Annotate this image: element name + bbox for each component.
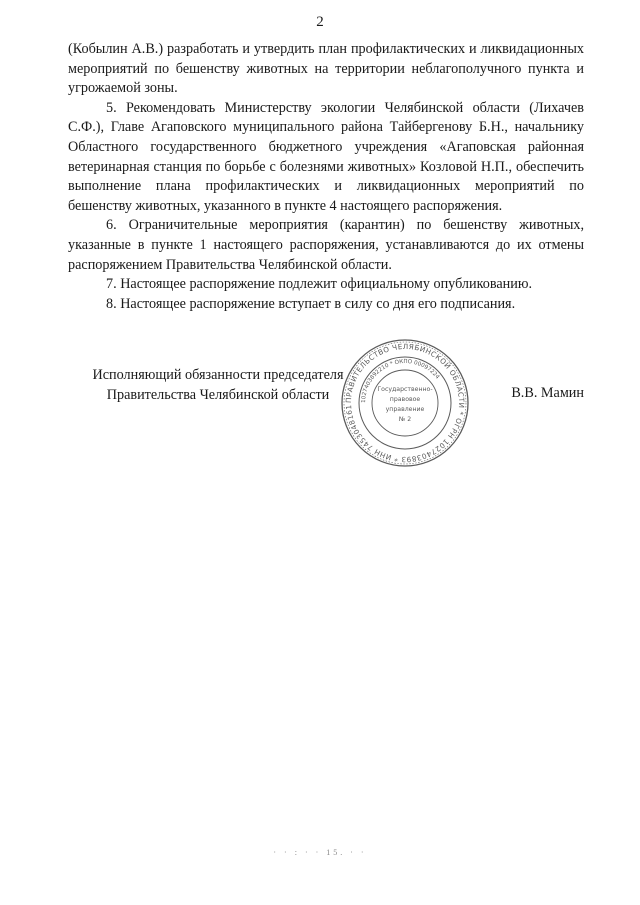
signature-block xyxy=(68,366,584,436)
seal-inner-circle xyxy=(372,370,438,436)
seal-outer-text: ПРАВИТЕЛЬСТВО ЧЕЛЯБИНСКОЙ ОБЛАСТИ * ОГРН 1027403893 * ИНН 7453048161 xyxy=(343,341,467,465)
scan-footer-marks: · · : · · 15. · · xyxy=(273,848,367,857)
signatory-position xyxy=(68,366,368,405)
paragraph-8: 8. Настоящее распоряжение вступает в силу со дня его подписания. xyxy=(106,295,516,312)
seal-center-line-3: управление xyxy=(385,406,425,413)
seal-center-line-4: № 2 xyxy=(398,416,412,423)
signatory-position-line-1: Исполняющий обязанности председателя xyxy=(92,367,344,383)
seal-graphic xyxy=(340,338,470,468)
seal-center-line-1: Государственно- xyxy=(377,386,433,393)
signatory-name: В.В. Мамин xyxy=(511,385,584,401)
signatory-position-line-2: Правительства Челябинской области xyxy=(106,386,330,403)
seal-middle-circle xyxy=(359,357,451,449)
seal-inner-text: 1027403892210 * ОКПО 00097224 xyxy=(360,358,441,404)
seal-outer-circle xyxy=(342,340,468,466)
document-body xyxy=(68,40,584,314)
paragraph-6: 6. Ограничительные мероприятия (карантин) по бешенству животных, указанные в пункте 1 настоящего распоряжения, устанавливаются до их отмены распоряжением Правительства Челябинской области. xyxy=(68,217,584,273)
paragraph-5: 5. Рекомендовать Министерству экологии Челябинской области (Лихачев С.Ф.), Главе Агаповского муниципального района Тайбергенову Б.Н., начальнику Областного государственного бюджетного учреждения «Агаповская районная ветеринарная станция по борьбе с болезнями животных» Козловой Н.П., обеспечить выполнение плана профилактических и ликвидационных мероприятий по бешенству животных, указанного в пункте 4 настоящего распоряжения. xyxy=(68,99,584,214)
official-seal xyxy=(340,338,470,468)
paragraph-7: 7. Настоящее распоряжение подлежит официальному опубликованию. xyxy=(106,276,533,293)
page-number: 2 xyxy=(316,14,324,30)
seal-center-line-2: правовое xyxy=(389,396,421,403)
paragraph-4-continuation: (Кобылин А.В.) разработать и утвердить план профилактических и ликвидационных мероприятий по бешенству животных на территории неблагополучного пункта и угрожаемой зоны. xyxy=(68,41,584,97)
